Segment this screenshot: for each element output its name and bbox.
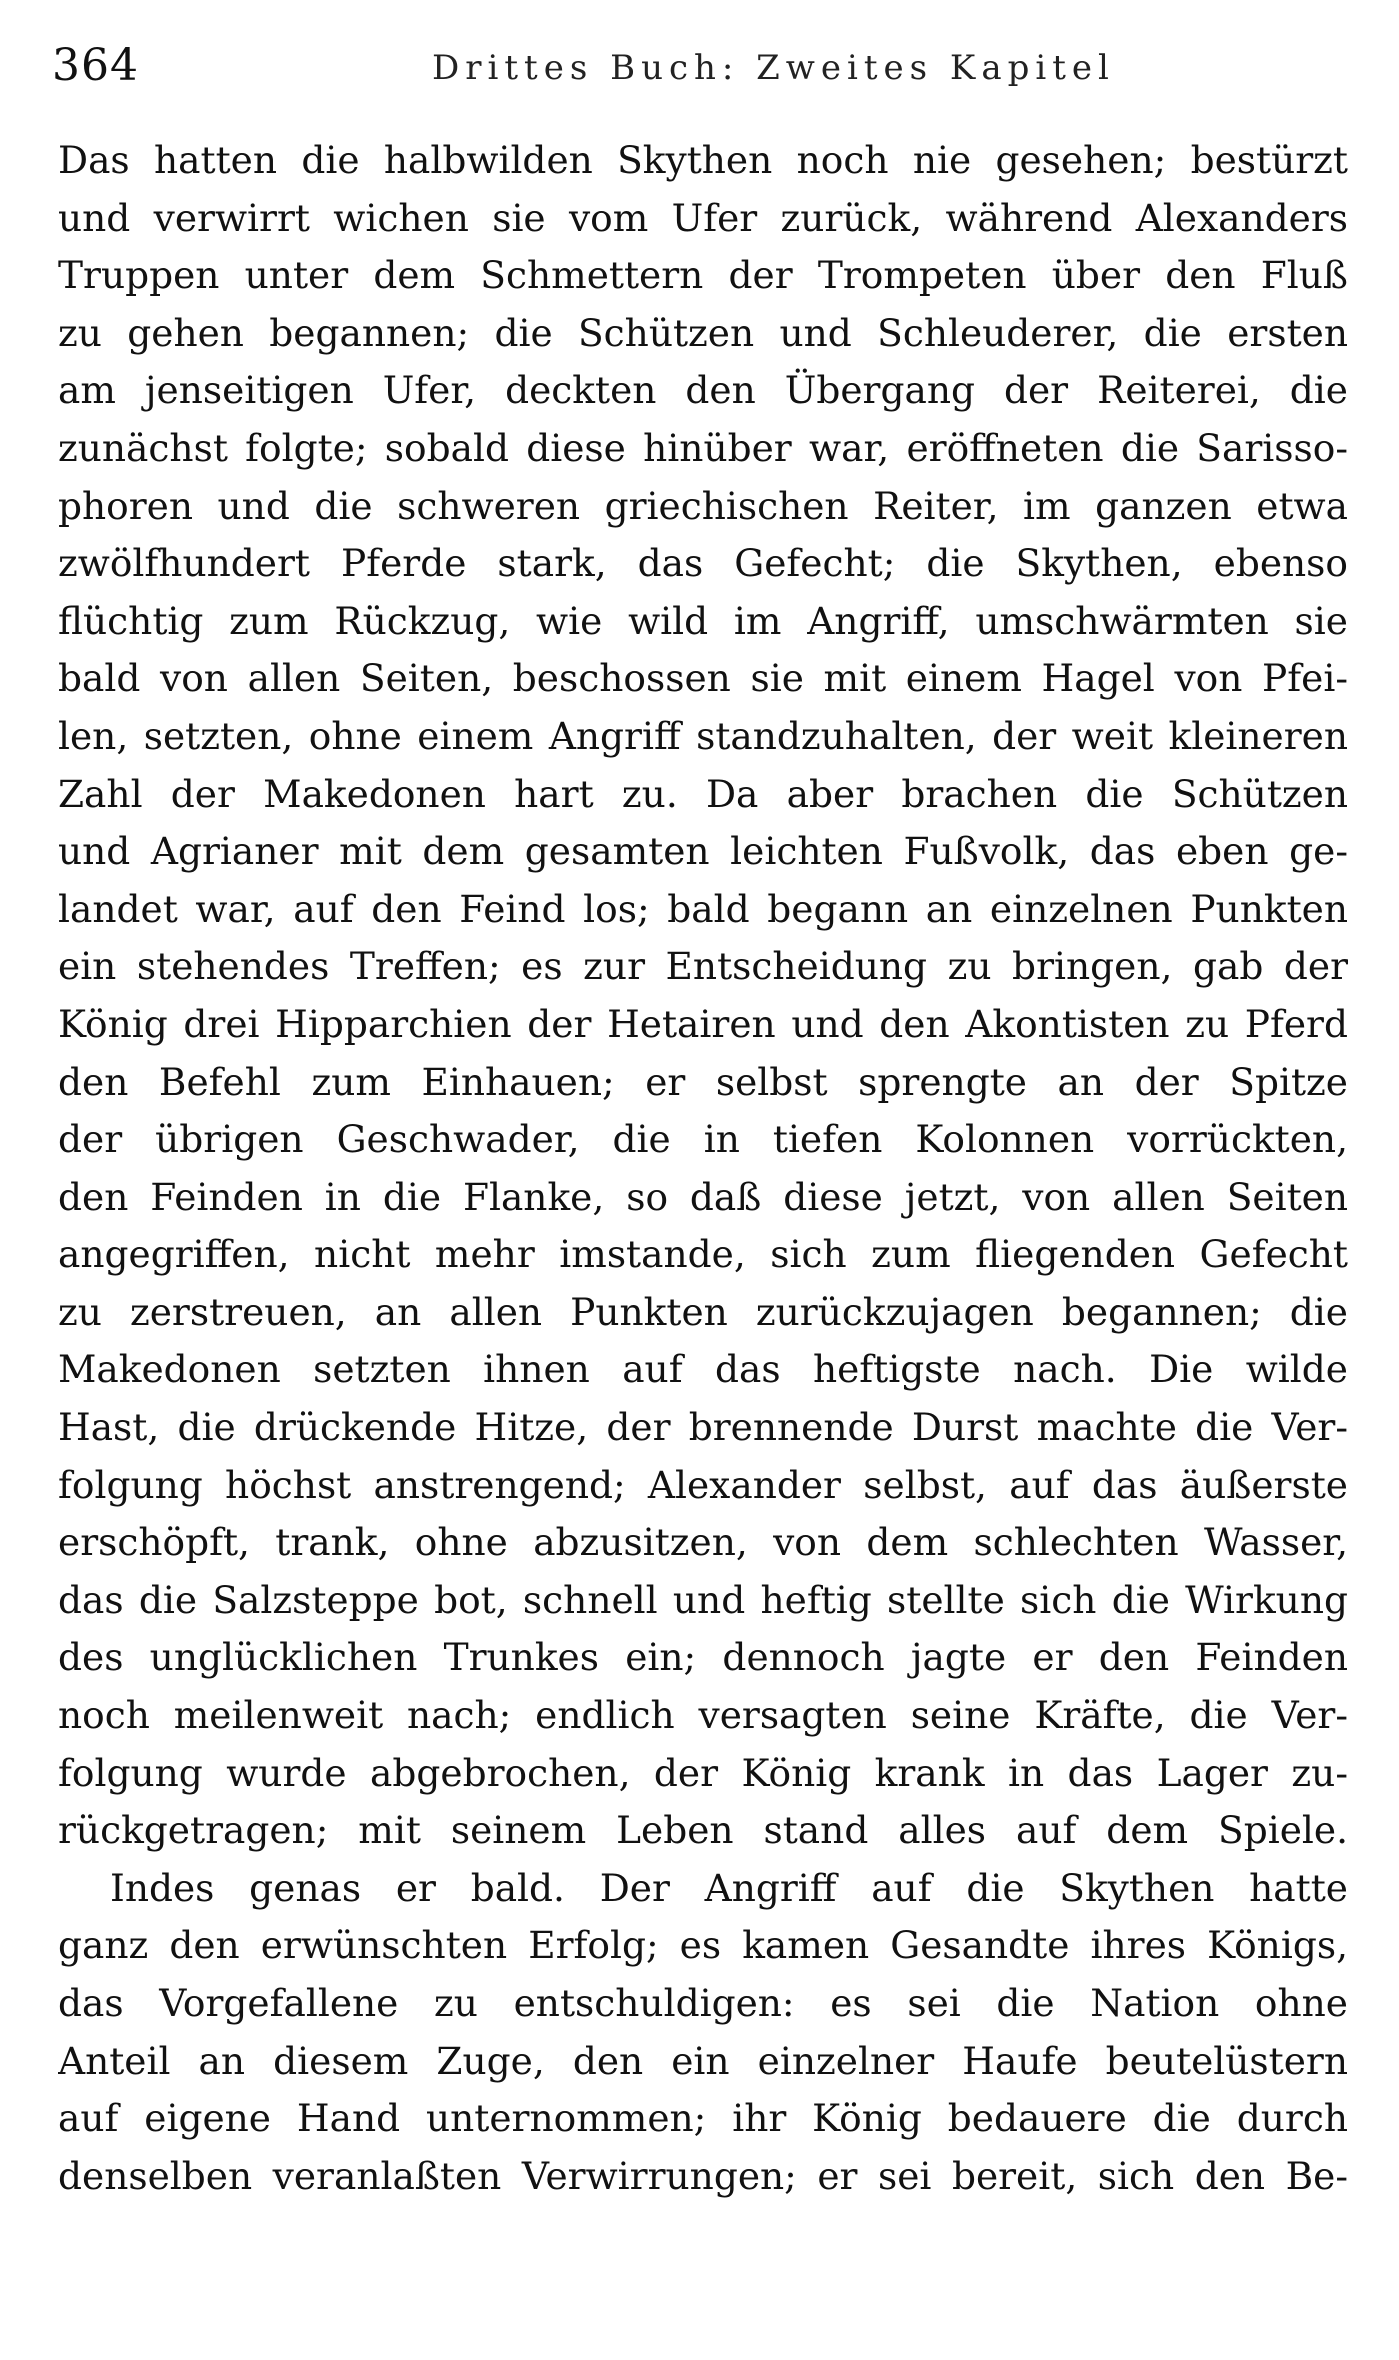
text-line: und Agrianer mit dem gesamten leichten Fußvolk, das eben ge- xyxy=(58,829,1348,874)
text-line: flüchtig zum Rückzug, wie wild im Angriff, umschwärmten sie xyxy=(58,598,1348,643)
text-line: Hast, die drückende Hitze, der brennende Durst machte die Ver- xyxy=(58,1405,1348,1450)
text-line: ein stehendes Treffen; es zur Entscheidung zu bringen, gab der xyxy=(58,944,1348,989)
text-line: Anteil an diesem Zuge, den ein einzelner Haufe beutelüstern xyxy=(58,2038,1348,2083)
text-line: König drei Hipparchien der Hetairen und den Akontisten zu Pferd xyxy=(58,1001,1348,1046)
text-line: der übrigen Geschwader, die in tiefen Kolonnen vorrückten, xyxy=(58,1117,1348,1162)
page-header xyxy=(52,40,1352,100)
text-line: noch meilenweit nach; endlich versagten seine Kräfte, die Ver- xyxy=(58,1693,1348,1738)
text-line: Das hatten die halbwilden Skythen noch nie gesehen; bestürzt xyxy=(58,138,1348,182)
text-line: zunächst folgte; sobald diese hinüber war, eröffneten die Sarisso- xyxy=(58,425,1348,470)
text-line: ganz den erwünschten Erfolg; es kamen Gesandte ihres Königs, xyxy=(58,1923,1348,1968)
text-line: folgung höchst anstrengend; Alexander selbst, auf das äußerste xyxy=(58,1462,1348,1507)
text-line: rückgetragen; mit seinem Leben stand alles auf dem Spiele. xyxy=(58,1808,1348,1853)
text-line: bald von allen Seiten, beschossen sie mit einem Hagel von Pfei- xyxy=(58,656,1348,701)
text-line: Zahl der Makedonen hart zu. Da aber brachen die Schützen xyxy=(58,771,1348,816)
running-head: Drittes Buch: Zweites Kapitel xyxy=(432,48,1115,88)
text-line: den Befehl zum Einhauen; er selbst sprengte an der Spitze xyxy=(58,1059,1348,1104)
page-number: 364 xyxy=(52,40,139,91)
text-line: das Vorgefallene zu entschuldigen: es sei die Nation ohne xyxy=(58,1981,1348,2025)
text-line: folgung wurde abgebrochen, der König krank in das Lager zu- xyxy=(58,1750,1348,1795)
text-line: len, setzten, ohne einem Angriff standzuhalten, der weit kleineren xyxy=(58,713,1348,758)
text-line-paragraph-start: Indes genas er bald. Der Angriff auf die Skythen hatte xyxy=(110,1865,1348,1910)
text-line: Makedonen setzten ihnen auf das heftigste nach. Die wilde xyxy=(58,1347,1348,1392)
text-line: des unglücklichen Trunkes ein; dennoch jagte er den Feinden xyxy=(58,1635,1348,1680)
text-line: auf eigene Hand unternommen; ihr König bedauere die durch xyxy=(58,2096,1348,2141)
text-line: angegriffen, nicht mehr imstande, sich zum fliegenden Gefecht xyxy=(58,1232,1348,1277)
text-line: am jenseitigen Ufer, deckten den Übergang der Reiterei, die xyxy=(58,368,1348,413)
text-line: zu gehen begannen; die Schützen und Schleuderer, die ersten xyxy=(58,310,1348,355)
text-line: zu zerstreuen, an allen Punkten zurückzujagen begannen; die xyxy=(58,1289,1348,1334)
text-line: Truppen unter dem Schmettern der Trompeten über den Fluß xyxy=(58,253,1348,298)
text-line: das die Salzsteppe bot, schnell und heftig stellte sich die Wirkung xyxy=(58,1577,1348,1622)
text-line: den Feinden in die Flanke, so daß diese jetzt, von allen Seiten xyxy=(58,1174,1348,1219)
body-text xyxy=(58,132,1348,2205)
text-line: erschöpft, trank, ohne abzusitzen, von dem schlechten Wasser, xyxy=(58,1520,1348,1565)
text-line: landet war, auf den Feind los; bald begann an einzelnen Punkten xyxy=(58,886,1348,931)
text-line: und verwirrt wichen sie vom Ufer zurück, während Alexanders xyxy=(58,195,1348,240)
text-line: zwölfhundert Pferde stark, das Gefecht; die Skythen, ebenso xyxy=(58,541,1348,586)
text-line: denselben veranlaßten Verwirrungen; er sei bereit, sich den Be- xyxy=(58,2153,1348,2198)
text-line: phoren und die schweren griechischen Reiter, im ganzen etwa xyxy=(58,483,1348,528)
